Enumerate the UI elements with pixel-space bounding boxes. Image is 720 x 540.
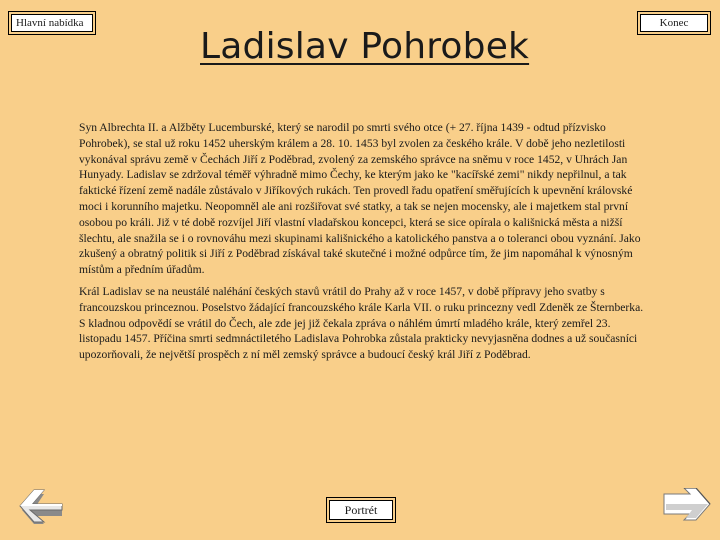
previous-slide-button[interactable] (18, 486, 68, 526)
paragraph: Král Ladislav se na neustálé naléhání českých stavů vrátil do Prahy až v roce 1457, v době přípravy jeho svatby s francouzskou princeznou. Poselstvo žádající francouzského krále Karla VII. o ruku princezny vedl Zdeněk ze Šternberka. S kladnou odpovědí se vrátil do Čech, ale zde jej již čekala zpráva o náhlém úmrtí mladého krále, který zemřel 23. listopadu 1457. Příčina smrti sedmnáctiletého Ladislava Pohrobka zůstala prakticky nevyjasněna dodnes a už současníci upozorňovali, že největší prospěch z ní měl zemský správce a budoucí český král Jiří z Poděbrad. (79, 284, 644, 362)
arrow-left-icon (18, 486, 68, 526)
arrow-right-icon (662, 488, 712, 524)
portrait-button[interactable]: Portrét (329, 500, 393, 520)
end-button[interactable]: Konec (640, 14, 708, 32)
main-menu-button[interactable]: Hlavní nabídka (11, 14, 93, 32)
body-text (79, 120, 645, 369)
page-title: Ladislav Pohrobek (200, 26, 530, 67)
next-slide-button[interactable] (662, 488, 712, 524)
paragraph: Syn Albrechta II. a Alžběty Lucemburské, který se narodil po smrti svého otce (+ 27. října 1439 - odtud přízvisko Pohrobek), se stal už roku 1452 uherským králem a 28. 10. 1453 byl zvolen za českého krále. V době jeho nezletilosti vykonával správu země v Čechách Jiří z Poděbrad, zvolený za zemského správce na sněmu v roce 1452, v Uhrách Jan Hunyady. Ladislav se zdržoval téměř výhradně mimo Čechy, ke kterým jako ke "kacířské zemi" nikdy nepřilnul, a tak faktické řízení země nadále zůstávalo v Jiříkových rukách. Ten provedl řadu opatření směřujících k upevnění královské moci i korunního majetku. Neopomněl ale ani rozšiřovat své statky, a tak se nejen mocensky, ale i majetkem stal první osobou po králi. Již v té době rozvíjel Jiří vlastní vladařskou koncepci, která se sice opírala o kališnická města a nižší šlechtu, ale snažila se i o rovnováhu mezi skupinami kališnického a katolického panstva a o toleranci obou vyznání. Jako zkušený a obratný politik si Jiří z Poděbrad získával také skutečné i možné odpůrce tím, že jim napomáhal k výnosným místům a předním úřadům. (79, 121, 641, 277)
